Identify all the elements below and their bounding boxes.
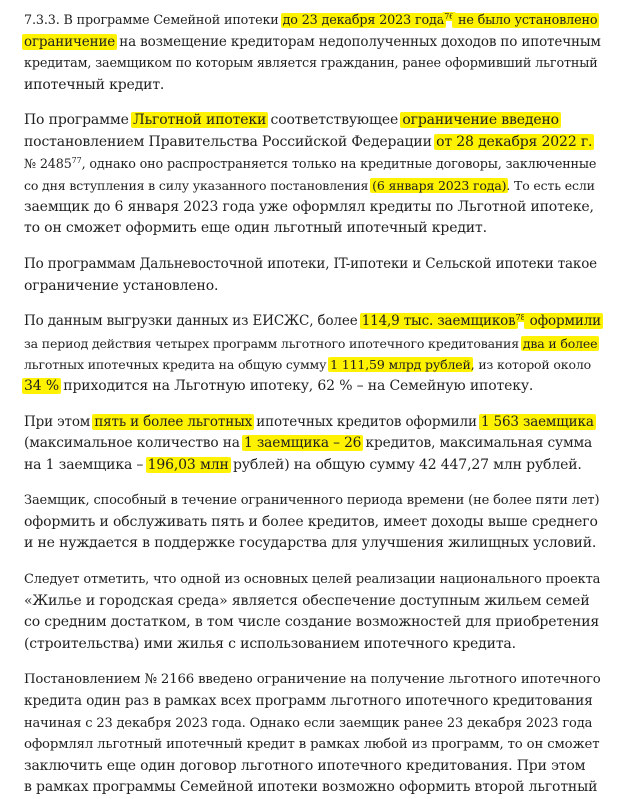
text-line [24,634,602,656]
text-line [24,154,602,176]
text-segment: соответствующее [266,112,403,129]
text-line [24,311,602,333]
text-segment: и не нуждается в поддержке государства для улучшения жилищных условий. [24,535,597,552]
paragraph-eisjs-data [24,311,602,397]
highlighted-text: 114,9 тыс. заемщиков [361,313,516,330]
text-segment: оформить и обслуживать пять и более кредитов, имеет доходы выше среднего [24,513,598,530]
text-segment: льготных ипотечных кредита на общую сумму [24,357,331,373]
footnote-ref-78[interactable]: 78 [515,312,526,322]
text-segment: оформлял льготный ипотечный кредит в рамках любой из программ, то он сможет [24,737,600,753]
text-segment: По программе [24,112,134,129]
highlighted-text: 1 563 заемщика [480,413,594,430]
text-line [24,10,602,32]
text-line [24,197,602,219]
text-segment: Следует отметить, что одной из основных целей реализации национального проекта [24,572,601,588]
text-line [24,433,602,455]
text-line [24,32,602,54]
text-line [24,455,602,477]
text-segment: приходится на Льготную ипотеку, 62 % – на Семейную ипотеку. [58,377,534,394]
highlighted-text: ограничение введено [402,112,559,129]
text-line [24,612,602,634]
text-segment: (строительства) ими жилья с использованием ипотечного кредита. [24,635,516,652]
text-line [24,376,602,398]
text-line [24,569,602,591]
text-segment: Постановлением № 2166 введено ограничение на получение льготного ипотечного [24,672,601,688]
text-line [24,75,602,97]
text-line [24,533,602,555]
paragraph-national-project [24,569,602,655]
text-segment: ипотечных кредитов оформили [252,413,481,430]
text-segment: заключить еще один договор льготного ипотечного кредитования. При этом [24,757,586,774]
text-segment: «Жилье и городская среда» является обеспечение доступным жильем семей [24,592,590,609]
text-segment: (максимальное количество на [24,435,245,452]
paragraph-five-or-more [24,412,602,477]
paragraph-7-3-3 [24,10,602,96]
text-segment: По данным выгрузки данных из ЕИСЖС, более [24,313,362,330]
text-segment: постановлением Правительства Российской Федерации [24,133,437,150]
text-segment: № 2485 [24,156,72,172]
text-line [24,254,602,276]
text-line [24,591,602,613]
text-segment: то он сможет оформить еще один льготный ипотечный кредит. [24,220,487,237]
highlighted-text: два и более [522,335,598,351]
highlighted-text: 1 111,59 млрд рублей [330,357,471,373]
highlighted-text: 196,03 млн [147,456,229,473]
text-segment: , однако оно распространяется только на кредитные договоры, заключенные [81,156,597,172]
text-segment: на 1 заемщика – [24,456,148,473]
text-segment: за период действия четырех программ льготного ипотечного кредитования [24,335,523,351]
section-number-text: 7.3.3. В программе Семейной ипотеки [24,13,283,28]
highlighted-text: от 28 декабря 2022 г. [436,133,593,150]
paragraph-resolution-2166 [24,669,602,799]
text-line [24,412,602,434]
footnote-ref-77[interactable]: 77 [71,155,82,165]
text-segment: При этом [24,413,95,430]
text-segment: начиная с 23 декабря 2023 года. Однако если заемщик ранее 23 декабря 2023 года [24,715,593,731]
text-segment: кредитов, максимальная сумма [361,435,593,452]
paragraph-borrower-income [24,490,602,555]
text-line [24,669,602,691]
text-line [24,175,602,197]
text-segment: со дня вступления в силу указанного постановления [24,178,373,194]
footnote-ref-76[interactable]: 76 [444,11,455,21]
text-line [24,53,602,75]
text-segment: , из которой около [470,357,592,373]
text-line [24,490,602,512]
text-segment: кредита один раз в рамках всех программ льготного ипотечного кредитования [24,693,593,710]
text-line [24,734,602,756]
text-line [24,354,602,376]
highlighted-text: 34 % [24,377,59,394]
text-segment: кредитам, заемщиком по которым является гражданин, ранее оформивший льготный [24,56,598,72]
highlighted-text: не было установлено [454,13,598,28]
highlighted-text: оформили [525,313,601,330]
paragraph-other-programs [24,254,602,297]
text-segment: заемщик до 6 января 2023 года уже оформлял кредиты по Льготной ипотеке, [24,198,594,215]
text-line [24,218,602,240]
text-line [24,691,602,713]
highlighted-text: пять и более льготных [94,413,253,430]
text-line [24,512,602,534]
text-segment: По программам Дальневосточной ипотеки, IT-ипотеки и Сельской ипотеки такое [24,255,598,272]
highlighted-text: 1 заемщика – 26 [244,435,362,452]
text-line [24,333,602,355]
text-segment: на возмещение кредиторам недополученных доходов по ипотечным [115,33,601,50]
text-line [24,276,602,298]
text-segment: рублей) на общую сумму 42 447,27 млн рублей. [228,456,582,473]
highlighted-text: до 23 декабря 2023 года [282,13,445,28]
text-line [24,132,602,154]
text-segment: ипотечный кредит. [24,76,165,93]
text-segment: Заемщик, способный в течение ограниченного периода времени (не более пяти лет) [24,493,600,509]
text-line [24,756,602,778]
highlighted-text: Льготной ипотеки [133,112,267,129]
paragraph-preferential-mortgage [24,110,602,240]
text-line [24,110,602,132]
text-segment: в рамках программы Семейной ипотеки возможно оформить второй льготный [24,779,598,796]
text-segment: со средним достатком, в том числе создание возможностей для приобретения [24,614,600,631]
text-line [24,713,602,735]
text-segment: ограничение установлено. [24,277,219,294]
highlighted-text: ограничение [24,33,116,50]
text-segment: . То есть если [506,178,595,194]
highlighted-text: (6 января 2023 года) [372,178,507,194]
